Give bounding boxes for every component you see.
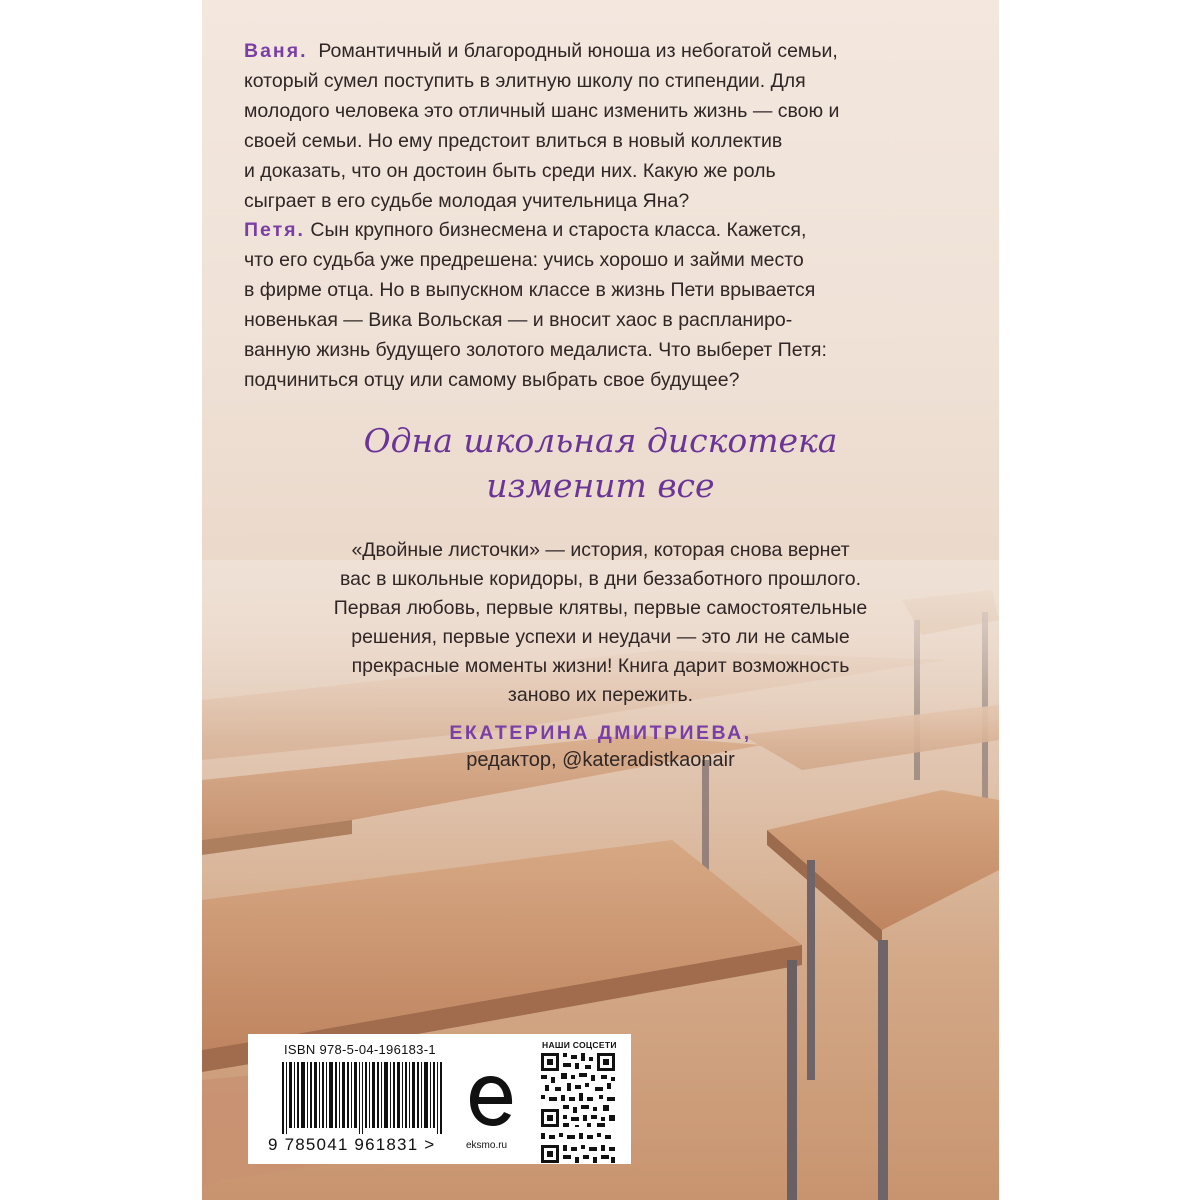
quote-line: прекрасные моменты жизни! Книга дарит возможность — [351, 655, 850, 677]
quote-author: ЕКАТЕРИНА ДМИТРИЕВА, — [449, 722, 752, 744]
description-line: что его судьба уже предрешена: учись хорошо и займи место — [244, 249, 804, 271]
character-description-vanya — [244, 36, 964, 216]
description-line: ванную жизнь будущего золотого медалиста. Что выберет Петя: — [244, 339, 827, 361]
character-description-petya — [244, 215, 964, 395]
barcode-icon — [282, 1062, 444, 1134]
editor-quote — [242, 536, 959, 710]
book-back-cover — [202, 0, 999, 1200]
qr-code-icon — [541, 1053, 615, 1163]
description-line: новенькая — Вика Вольская — и вносит хаос в распланиро- — [244, 309, 793, 331]
description-line: сыграет в его судьбе молодая учительница Яна? — [244, 190, 690, 212]
quote-author-role: редактор, @kateradistkaonair — [466, 749, 735, 771]
isbn-text: ISBN 978-5-04-196183-1 — [284, 1042, 436, 1057]
character-name: Ваня. — [244, 40, 308, 62]
quote-line: решения, первые успехи и неудачи — это ли не самые — [351, 626, 850, 648]
description-line: который сумел поступить в элитную школу по стипендии. Для — [244, 70, 806, 92]
description-line: Сын крупного бизнесмена и староста класса. Кажется, — [310, 219, 807, 241]
description-line: своей семьи. Но ему предстоит влиться в новый коллектив — [244, 130, 783, 152]
quote-line: «Двойные листочки» — история, которая снова вернет — [351, 539, 850, 561]
publisher-site: eksmo.ru — [466, 1140, 508, 1151]
description-line: молодого человека это отличный шанс изменить жизнь — свою и — [244, 100, 840, 122]
tagline-line-2: изменит все — [486, 466, 715, 505]
eksmo-logo-icon — [466, 1072, 516, 1132]
social-label: НАШИ СОЦСЕТИ — [542, 1040, 617, 1050]
character-name: Петя. — [244, 219, 305, 241]
description-line: подчиниться отцу или самому выбрать свое будущее? — [244, 369, 740, 391]
quote-line: заново их пережить. — [507, 684, 694, 706]
quote-line: вас в школьные коридоры, в дни беззаботного прошлого. — [339, 568, 862, 590]
description-line: Романтичный и благородный юноша из небогатой семьи, — [318, 40, 838, 62]
tagline-line-1: Одна школьная дискотека — [363, 421, 838, 460]
quote-line: Первая любовь, первые клятвы, первые самостоятельные — [333, 597, 868, 619]
barcode-digits: 9 785041 961831 > — [268, 1135, 436, 1154]
description-line: и доказать, что он достоин быть среди них. Какую же роль — [244, 160, 776, 182]
description-line: в фирме отца. Но в выпускном классе в жизнь Пети врывается — [244, 279, 816, 301]
